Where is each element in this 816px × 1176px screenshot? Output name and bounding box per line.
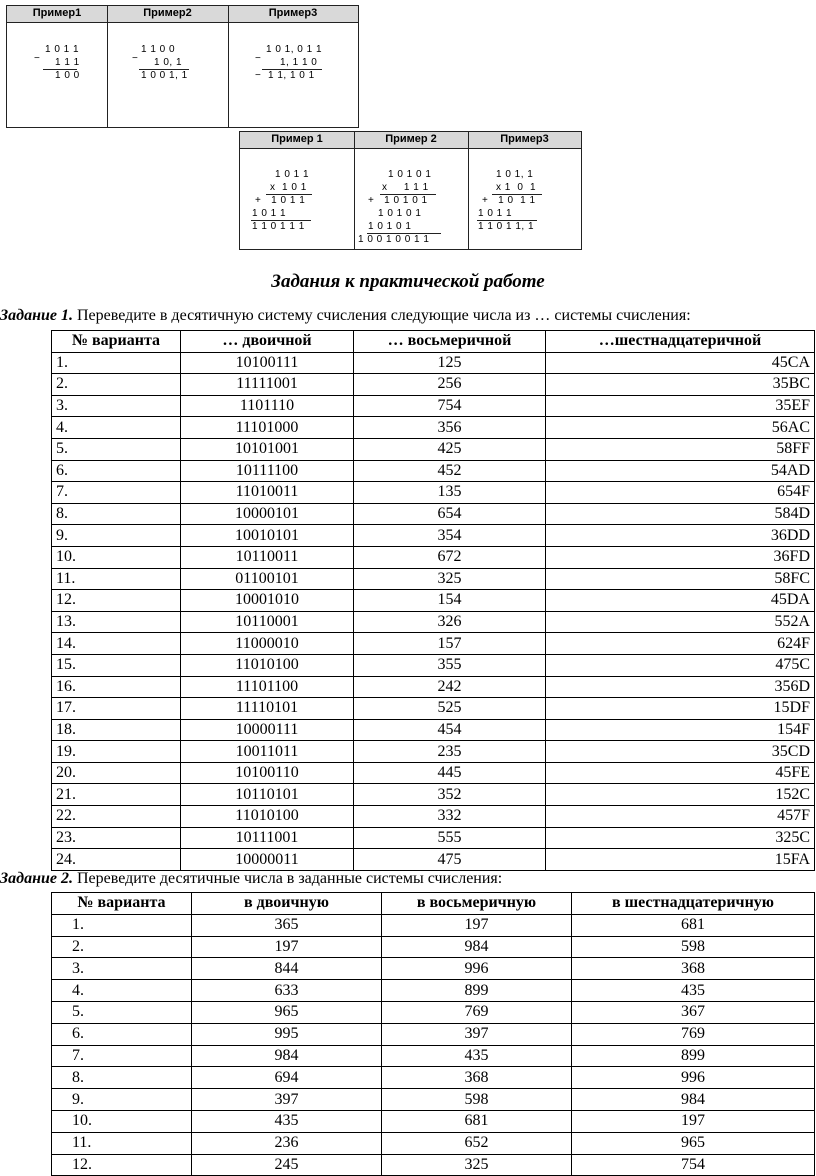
- table-row: [52, 590, 815, 612]
- table-row: [52, 827, 815, 849]
- table-row: [52, 1045, 815, 1067]
- table-cell: 10011011: [181, 741, 354, 763]
- example-line: 1 0 0: [55, 70, 80, 81]
- table-cell: 367: [572, 1001, 815, 1023]
- column-header: в восьмеричную: [382, 893, 572, 915]
- table-cell: 356: [354, 417, 546, 439]
- table-cell: 10101001: [181, 438, 354, 460]
- table-cell: 45DA: [546, 590, 815, 612]
- table-row: [52, 1089, 815, 1111]
- table-row: [52, 611, 815, 633]
- table-cell: 45CA: [546, 352, 815, 374]
- example-line: х 1 1 1: [382, 182, 429, 193]
- table-cell: 9.: [52, 525, 181, 547]
- table-cell: 19.: [52, 741, 181, 763]
- column-header: в двоичную: [192, 893, 382, 915]
- example-column: [7, 6, 108, 127]
- column-header: … восьмеричной: [354, 331, 546, 353]
- table-cell: 12.: [52, 1154, 192, 1176]
- example-line: 1, 1 1 0: [280, 57, 318, 68]
- table-row: [52, 958, 815, 980]
- table-cell: 3.: [52, 395, 181, 417]
- table-row: [52, 762, 815, 784]
- table-cell: 242: [354, 676, 546, 698]
- task2-table: [51, 892, 815, 1176]
- table-cell: 352: [354, 784, 546, 806]
- table-row: [52, 654, 815, 676]
- table-cell: 598: [572, 936, 815, 958]
- minus-sign: −: [132, 53, 139, 64]
- example-line: 1 1 1: [55, 57, 80, 68]
- table-cell: 10000011: [181, 849, 354, 871]
- example-line: 1 1, 1 0 1: [268, 70, 315, 81]
- table-cell: 5.: [52, 438, 181, 460]
- table-cell: 11111001: [181, 374, 354, 396]
- table-cell: 45FE: [546, 762, 815, 784]
- table-row: [52, 482, 815, 504]
- table-cell: 325: [382, 1154, 572, 1176]
- example-title: Пример2: [143, 7, 192, 19]
- table-cell: 995: [192, 1023, 382, 1045]
- example-title: Пример1: [32, 7, 82, 19]
- table-cell: 4.: [52, 417, 181, 439]
- table-cell: 844: [192, 958, 382, 980]
- table-cell: 197: [382, 914, 572, 936]
- table-header-row: [52, 331, 815, 353]
- table-cell: 984: [192, 1045, 382, 1067]
- table-cell: 11000010: [181, 633, 354, 655]
- multiplication-examples: [239, 131, 582, 250]
- table-cell: 12.: [52, 590, 181, 612]
- table-cell: 435: [382, 1045, 572, 1067]
- table-cell: 11.: [52, 1132, 192, 1154]
- example-column: [354, 132, 469, 249]
- section-title: Задания к практической работе: [271, 271, 545, 292]
- table-cell: 21.: [52, 784, 181, 806]
- table-cell: 152C: [546, 784, 815, 806]
- table-cell: 24.: [52, 849, 181, 871]
- table-row: [52, 525, 815, 547]
- example-line: 1 0 1 1: [478, 208, 513, 219]
- column-header: …шестнадцатеричной: [546, 331, 815, 353]
- table-cell: 4.: [52, 980, 192, 1002]
- table-cell: 197: [572, 1110, 815, 1132]
- table-cell: 965: [192, 1001, 382, 1023]
- example-column: [468, 132, 581, 249]
- example-line: 1 0 1, 0 1 1: [266, 44, 323, 55]
- table-cell: 11.: [52, 568, 181, 590]
- table-cell: 197: [192, 936, 382, 958]
- table-cell: 11010100: [181, 654, 354, 676]
- table-row: [52, 352, 815, 374]
- table-cell: 18.: [52, 719, 181, 741]
- example-column: [240, 132, 355, 249]
- table-cell: 652: [382, 1132, 572, 1154]
- table-cell: 326: [354, 611, 546, 633]
- table-cell: 10110011: [181, 546, 354, 568]
- table-cell: 15FA: [546, 849, 815, 871]
- table-cell: 36FD: [546, 546, 815, 568]
- table-row: [52, 936, 815, 958]
- example-line: 1 0 1 1: [252, 208, 287, 219]
- table-header-row: [52, 893, 815, 915]
- table-cell: 154F: [546, 719, 815, 741]
- table-cell: 13.: [52, 611, 181, 633]
- table-cell: 672: [354, 546, 546, 568]
- table-row: [52, 633, 815, 655]
- table-cell: 11101000: [181, 417, 354, 439]
- example-line: 1 0 1 0 1: [378, 208, 422, 219]
- example-title: Пример 2: [385, 133, 437, 145]
- example-column: [107, 6, 229, 127]
- table-cell: 1.: [52, 352, 181, 374]
- table-row: [52, 1023, 815, 1045]
- table-cell: 256: [354, 374, 546, 396]
- table-cell: 54AD: [546, 460, 815, 482]
- task1-label: Задание 1.: [0, 307, 73, 324]
- table-cell: 235: [354, 741, 546, 763]
- example-line: 1 0 1, 1: [496, 169, 534, 180]
- table-cell: 681: [382, 1110, 572, 1132]
- column-header: … двоичной: [181, 331, 354, 353]
- table-cell: 9.: [52, 1089, 192, 1111]
- table-row: [52, 719, 815, 741]
- table-cell: 769: [382, 1001, 572, 1023]
- table-cell: 654: [354, 503, 546, 525]
- table-cell: 14.: [52, 633, 181, 655]
- example-line: + 1 0 1 0 1: [368, 195, 428, 206]
- table-cell: 10111001: [181, 827, 354, 849]
- table-cell: 584D: [546, 503, 815, 525]
- table-cell: 435: [572, 980, 815, 1002]
- table-cell: 457F: [546, 806, 815, 828]
- table-cell: 1101110: [181, 395, 354, 417]
- table-row: [52, 741, 815, 763]
- table-cell: 01100101: [181, 568, 354, 590]
- example-line: 1 0 1 0 1: [368, 221, 412, 232]
- task1-description: Переведите в десятичную систему счисления следующие числа из … системы счисления:: [72, 307, 691, 324]
- table-cell: 598: [382, 1089, 572, 1111]
- table-cell: 965: [572, 1132, 815, 1154]
- table-cell: 452: [354, 460, 546, 482]
- table-cell: 10100110: [181, 762, 354, 784]
- table-cell: 157: [354, 633, 546, 655]
- example-line: 1 1 0 0: [141, 44, 176, 55]
- table-cell: 899: [382, 980, 572, 1002]
- example-line: 1 0 0 1 0 0 1 1: [358, 234, 430, 245]
- table-cell: 236: [192, 1132, 382, 1154]
- table-cell: 20.: [52, 762, 181, 784]
- minus-sign: −: [34, 53, 41, 64]
- task2-description: Переведите десятичные числа в заданные системы счисления:: [72, 870, 503, 887]
- table-cell: 58FC: [546, 568, 815, 590]
- table-row: [52, 698, 815, 720]
- table-row: [52, 1154, 815, 1176]
- table-cell: 454: [354, 719, 546, 741]
- column-header: № варианта: [52, 893, 192, 915]
- table-cell: 11010011: [181, 482, 354, 504]
- table-cell: 397: [382, 1023, 572, 1045]
- task1-text: [0, 307, 691, 325]
- minus-sign: −: [255, 53, 262, 64]
- table-cell: 899: [572, 1045, 815, 1067]
- example-line: х 1 0 1: [496, 182, 537, 193]
- table-cell: 356D: [546, 676, 815, 698]
- column-header: в шестнадцатеричную: [572, 893, 815, 915]
- table-cell: 475C: [546, 654, 815, 676]
- table-cell: 365: [192, 914, 382, 936]
- table-cell: 325: [354, 568, 546, 590]
- minus-sign: −: [255, 70, 262, 81]
- table-cell: 125: [354, 352, 546, 374]
- example-line: 1 0 0 1, 1: [141, 70, 188, 81]
- table-row: [52, 1001, 815, 1023]
- table-cell: 368: [382, 1067, 572, 1089]
- table-cell: 11101100: [181, 676, 354, 698]
- table-row: [52, 546, 815, 568]
- table-cell: 8.: [52, 1067, 192, 1089]
- table-cell: 11110101: [181, 698, 354, 720]
- table-cell: 35EF: [546, 395, 815, 417]
- table-cell: 10100111: [181, 352, 354, 374]
- table-cell: 525: [354, 698, 546, 720]
- table-cell: 36DD: [546, 525, 815, 547]
- table-row: [52, 849, 815, 871]
- table-cell: 368: [572, 958, 815, 980]
- table-cell: 58FF: [546, 438, 815, 460]
- table-cell: 17.: [52, 698, 181, 720]
- table-row: [52, 568, 815, 590]
- example-line: 1 1 0 1 1, 1: [478, 221, 535, 232]
- table-cell: 10.: [52, 1110, 192, 1132]
- table-cell: 10111100: [181, 460, 354, 482]
- table-cell: 694: [192, 1067, 382, 1089]
- example-title: Пример3: [500, 133, 549, 145]
- table-cell: 435: [192, 1110, 382, 1132]
- table-cell: 245: [192, 1154, 382, 1176]
- example-title: Пример 1: [271, 133, 323, 145]
- table-cell: 10010101: [181, 525, 354, 547]
- table-cell: 35BC: [546, 374, 815, 396]
- table-cell: 154: [354, 590, 546, 612]
- table-cell: 681: [572, 914, 815, 936]
- table-cell: 15.: [52, 654, 181, 676]
- table-cell: 56AC: [546, 417, 815, 439]
- table-cell: 2.: [52, 374, 181, 396]
- table-cell: 475: [354, 849, 546, 871]
- table-row: [52, 503, 815, 525]
- example-line: + 1 0 1 1: [255, 195, 306, 206]
- example-line: 1 0, 1: [154, 57, 183, 68]
- table-cell: 16.: [52, 676, 181, 698]
- table-cell: 425: [354, 438, 546, 460]
- task1-table: [51, 330, 815, 871]
- table-cell: 354: [354, 525, 546, 547]
- table-row: [52, 395, 815, 417]
- table-row: [52, 914, 815, 936]
- table-cell: 654F: [546, 482, 815, 504]
- table-cell: 6.: [52, 1023, 192, 1045]
- example-title: Пример3: [268, 7, 318, 19]
- table-row: [52, 1110, 815, 1132]
- example-line: х 1 0 1: [270, 182, 307, 193]
- table-cell: 552A: [546, 611, 815, 633]
- table-cell: 22.: [52, 806, 181, 828]
- table-cell: 555: [354, 827, 546, 849]
- example-line: 1 0 1 1: [45, 44, 80, 55]
- table-cell: 754: [354, 395, 546, 417]
- column-header: № варианта: [52, 331, 181, 353]
- table-row: [52, 438, 815, 460]
- table-cell: 23.: [52, 827, 181, 849]
- table-cell: 996: [382, 958, 572, 980]
- table-cell: 2.: [52, 936, 192, 958]
- table-cell: 7.: [52, 482, 181, 504]
- example-line: + 1 0 1 1: [482, 195, 536, 206]
- table-cell: 10110001: [181, 611, 354, 633]
- table-cell: 10110101: [181, 784, 354, 806]
- example-line: 1 0 1 1: [275, 169, 310, 180]
- table-cell: 6.: [52, 460, 181, 482]
- table-cell: 3.: [52, 958, 192, 980]
- example-column: [228, 6, 358, 127]
- table-row: [52, 676, 815, 698]
- table-row: [52, 980, 815, 1002]
- table-cell: 996: [572, 1067, 815, 1089]
- table-cell: 10000111: [181, 719, 354, 741]
- table-row: [52, 806, 815, 828]
- example-line: 1 0 1 0 1: [388, 169, 432, 180]
- example-line: 1 1 0 1 1 1: [252, 221, 305, 232]
- table-cell: 10000101: [181, 503, 354, 525]
- table-cell: 754: [572, 1154, 815, 1176]
- table-cell: 7.: [52, 1045, 192, 1067]
- table-cell: 11010100: [181, 806, 354, 828]
- table-cell: 397: [192, 1089, 382, 1111]
- table-row: [52, 417, 815, 439]
- task2-label: Задание 2.: [0, 870, 73, 887]
- table-cell: 135: [354, 482, 546, 504]
- table-cell: 445: [354, 762, 546, 784]
- table-cell: 15DF: [546, 698, 815, 720]
- table-row: [52, 374, 815, 396]
- table-cell: 10001010: [181, 590, 354, 612]
- table-cell: 332: [354, 806, 546, 828]
- task2-text: [0, 870, 502, 888]
- table-row: [52, 784, 815, 806]
- table-cell: 5.: [52, 1001, 192, 1023]
- subtraction-examples: [6, 5, 359, 128]
- table-cell: 984: [572, 1089, 815, 1111]
- table-cell: 325C: [546, 827, 815, 849]
- table-cell: 1.: [52, 914, 192, 936]
- table-cell: 8.: [52, 503, 181, 525]
- table-cell: 355: [354, 654, 546, 676]
- table-row: [52, 460, 815, 482]
- table-cell: 633: [192, 980, 382, 1002]
- table-cell: 769: [572, 1023, 815, 1045]
- table-cell: 984: [382, 936, 572, 958]
- table-row: [52, 1067, 815, 1089]
- table-cell: 35CD: [546, 741, 815, 763]
- table-row: [52, 1132, 815, 1154]
- table-cell: 10.: [52, 546, 181, 568]
- table-cell: 624F: [546, 633, 815, 655]
